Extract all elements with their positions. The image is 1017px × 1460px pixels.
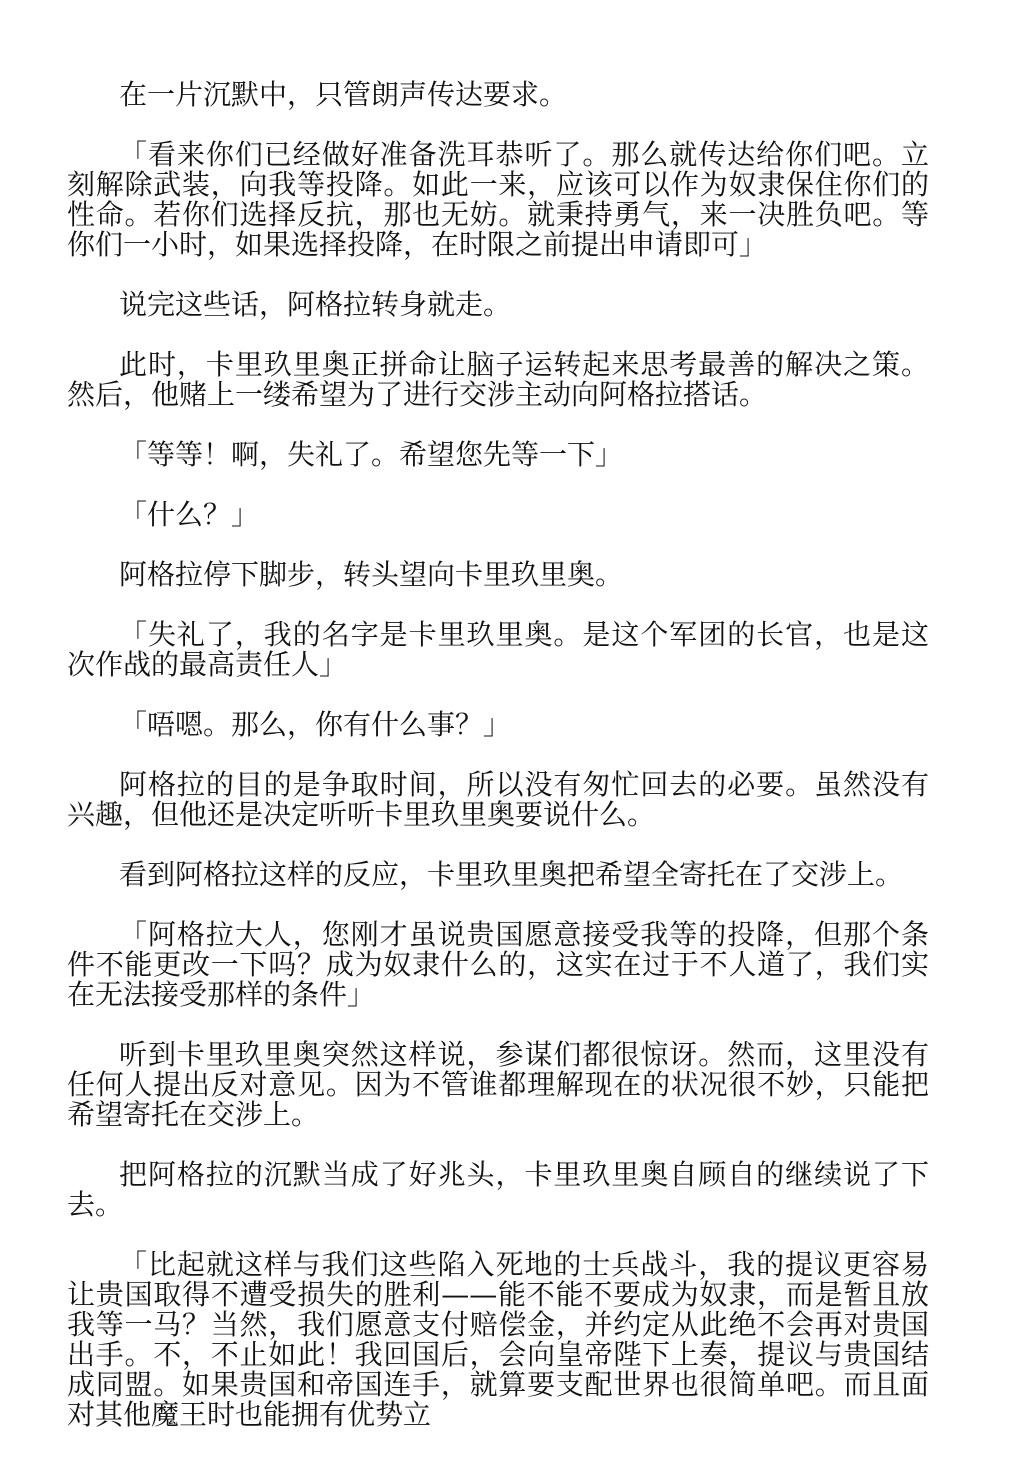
document-page [67,80,929,1460]
paragraph: 阿格拉的目的是争取时间，所以没有匆忙回去的必要。虽然没有兴趣，但他还是决定听听卡里玖里奥要说什么。 [67,768,929,831]
paragraph: 听到卡里玖里奥突然这样说，参谋们都很惊讶。然而，这里没有任何人提出反对意见。因为不管谁都理解现在的状况很不妙，只能把希望寄托在交涉上。 [67,1038,929,1131]
paragraph: 「阿格拉大人，您刚才虽说贵国愿意接受我等的投降，但那个条件不能更改一下吗？成为奴隶什么的，这实在过于不人道了，我们实在无法接受那样的条件」 [67,918,929,1011]
paragraph: 「唔嗯。那么，你有什么事？」 [119,708,512,741]
paragraph: 在一片沉默中，只管朗声传达要求。 [119,78,568,111]
paragraph: 「等等！啊，失礼了。希望您先等一下」 [119,438,624,471]
paragraph: 说完这些话，阿格拉转身就走。 [119,288,512,321]
paragraph: 「看来你们已经做好准备洗耳恭听了。那么就传达给你们吧。立刻解除武装，向我等投降。如此一来，应该可以作为奴隶保住你们的性命。若你们选择反抗，那也无妨。就秉持勇气，来一决胜负吧。等你们一小时，如果选择投降，在时限之前提出申请即可」 [67,138,929,261]
paragraph: 「比起就这样与我们这些陷入死地的士兵战斗，我的提议更容易让贵国取得不遭受损失的胜利——能不能不要成为奴隶，而是暂且放我等一马？当然，我们愿意支付赔偿金，并约定从此绝不会再对贵国出手。不，不止如此！我回国后，会向皇帝陛下上奏，提议与贵国结成同盟。如果贵国和帝国连手，就算要支配世界也很简单吧。而且面对其他魔王时也能拥有优势立 [67,1248,929,1431]
paragraph: 把阿格拉的沉默当成了好兆头，卡里玖里奥自顾自的继续说了下去。 [67,1158,929,1221]
paragraph: 「失礼了，我的名字是卡里玖里奥。是这个军团的长官，也是这次作战的最高责任人」 [67,618,929,681]
paragraph: 看到阿格拉这样的反应，卡里玖里奥把希望全寄托在了交涉上。 [119,858,904,891]
paragraph: 「什么？」 [119,498,260,531]
paragraph: 阿格拉停下脚步，转头望向卡里玖里奥。 [119,558,624,591]
paragraph: 此时，卡里玖里奥正拼命让脑子运转起来思考最善的解决之策。然后，他赌上一缕希望为了进行交涉主动向阿格拉搭话。 [67,348,929,411]
